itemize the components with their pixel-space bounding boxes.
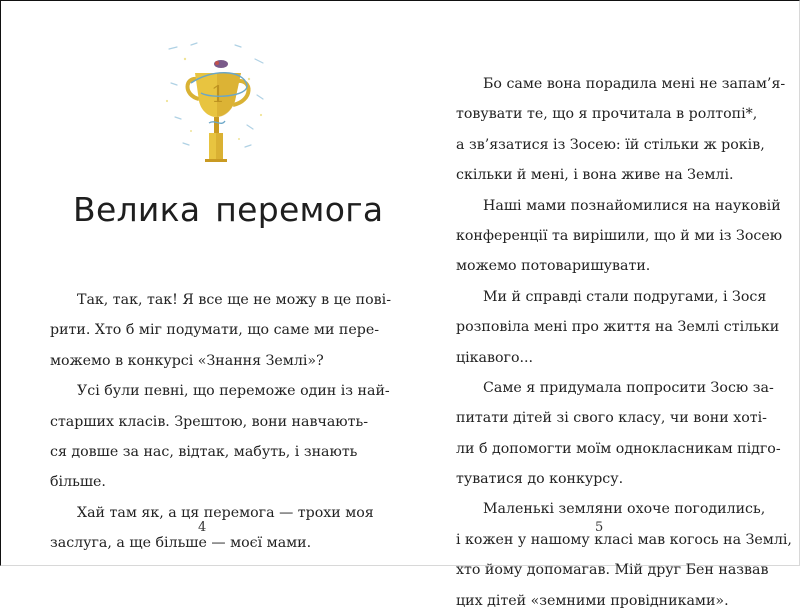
text-line: можемо потоваришувати. [456,258,651,275]
text-line: а зв’язатися із Зосею: їй стільки ж років, [456,136,765,153]
text-line: Хай там як, а ця перемога — трохи моя [77,504,374,521]
svg-text:1: 1 [211,83,225,108]
text-line: Так, так, так! Я все ще не можу в це пові- [77,292,391,308]
text-line: і кожен у нашому класі мав когось на Землі, [456,531,792,548]
text-line: товувати те, що я прочитала в ролтопі*, [456,106,758,123]
text-line: Наші мами познайомилися на науковій [483,197,781,214]
text-line: ли б допомогти моїм однокласникам підго- [456,440,781,457]
text-line: рити. Хто б міг подумати, що саме ми пере- [50,322,380,339]
text-line: конференції та вирішили, що й ми із Зосею [456,227,783,244]
text-line: старших класів. Зрештою, вони навчають- [50,413,368,430]
trophy-illustration [161,39,271,164]
text-line: скільки й мені, і вона живе на Землі. [456,167,734,184]
text-line: більше. [50,474,106,491]
page-number-left: 4 [198,520,207,535]
left-page [1,1,401,567]
text-line: Усі були певні, що переможе один із най- [77,383,390,400]
chapter-title: Велика перемога [73,190,384,229]
page-number-right: 5 [595,520,604,535]
text-line: цих дітей «земними провідниками». [456,592,729,609]
text-line: розповіла мені про життя на Землі стільки [456,319,780,336]
text-line: хто йому допомагав. Мій друг Бен назвав [456,562,769,579]
text-line: туватися до конкурсу. [456,471,624,488]
trophy-icon [161,39,271,164]
text-line: заслуга, а ще більше — моєї мами. [50,535,312,552]
left-page-text [50,285,391,559]
text-line: Бо саме вона порадила мені не запам’я- [483,76,786,92]
text-line: ся довше за нас, відтак, мабуть, і знають [50,443,358,460]
text-line: цікавого... [456,349,534,366]
text-line: Ми й справді стали подругами, і Зося [483,288,767,305]
text-line: можемо в конкурсі «Знання Землі»? [50,352,324,369]
text-line: питати дітей зі свого класу, чи вони хоті- [456,410,767,427]
text-line: Саме я придумала попросити Зосю за- [483,379,774,396]
right-page [401,1,800,609]
text-line: Маленькі земляни охоче погодились, [483,501,766,518]
